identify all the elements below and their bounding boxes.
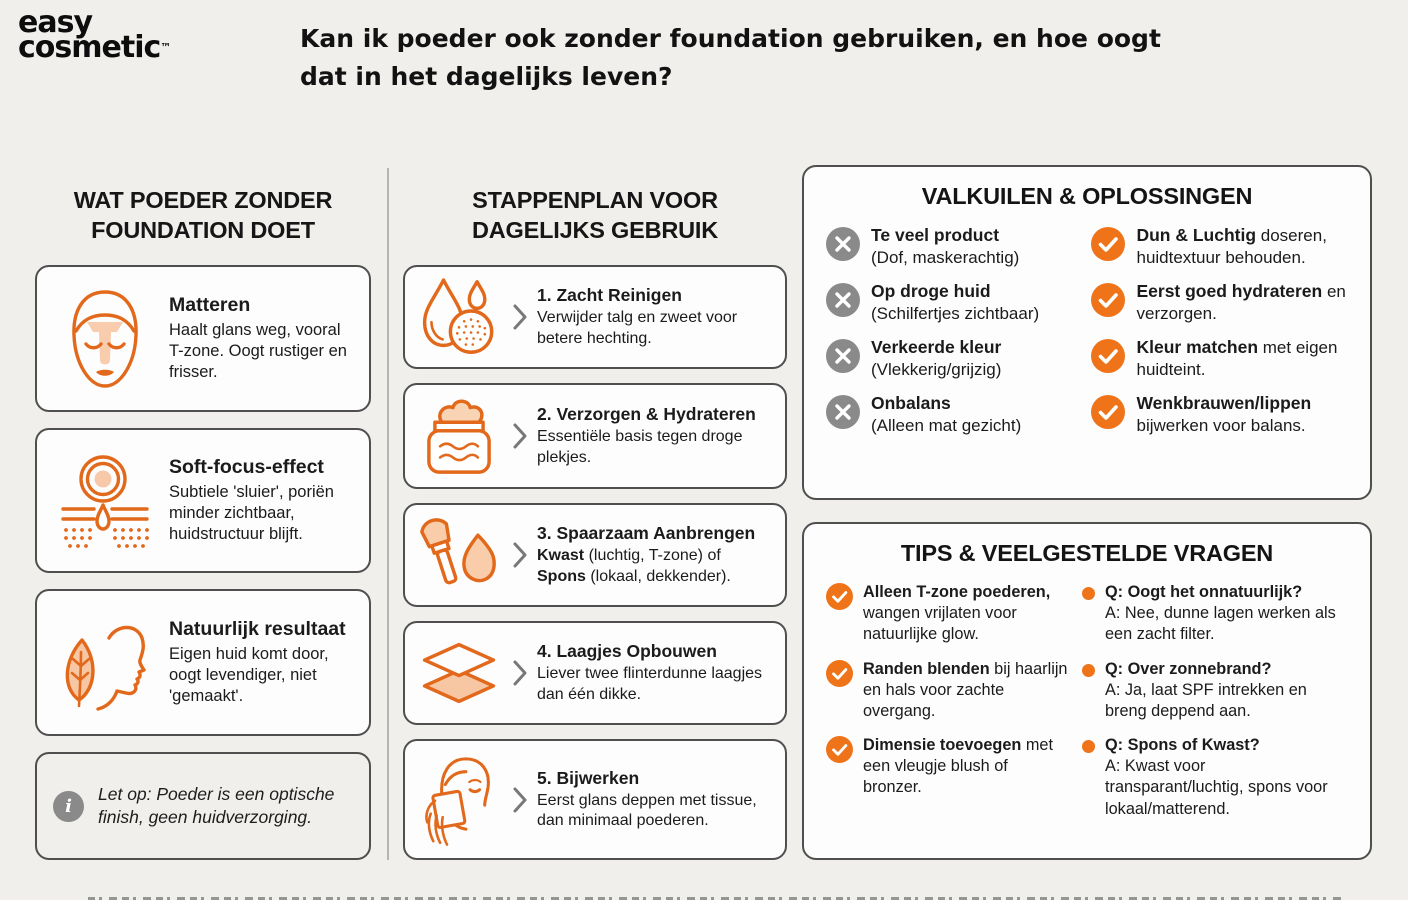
step-title: 5. Bijwerken bbox=[537, 767, 640, 788]
face-tzone-icon bbox=[49, 285, 161, 393]
chevron-right-icon bbox=[509, 542, 531, 568]
note-text: Let op: Poeder is een optische finish, geen huidverzorging. bbox=[98, 784, 335, 827]
step-body: Verwijder talg en zweet voor betere hechting. bbox=[537, 309, 738, 347]
tips-faq-heading: TIPS & VEELGESTELDE VRAGEN bbox=[900, 540, 1274, 566]
pitfalls-heading: VALKUILEN & OPLOSSINGEN bbox=[921, 183, 1253, 209]
check-icon bbox=[1091, 283, 1125, 317]
step-title: 1. Zacht Reinigen bbox=[537, 285, 682, 306]
benefit-title: Matteren bbox=[169, 294, 251, 317]
x-icon bbox=[826, 395, 860, 429]
problem-item: Verkeerde kleur (Vlekkerig/grijzig) bbox=[826, 337, 1077, 380]
solution-item: Eerst goed hydrateren en verzorgen. bbox=[1091, 281, 1348, 324]
brush-sponge-icon bbox=[415, 514, 503, 596]
step-body: Kwast (luchtig, T-zone) of Spons (lokaal, dekkender). bbox=[537, 547, 731, 585]
tips-faq-box bbox=[802, 522, 1372, 860]
benefit-card bbox=[35, 428, 371, 573]
benefits-column bbox=[35, 165, 371, 860]
chevron-right-icon bbox=[509, 660, 531, 686]
water-drops-puff-icon bbox=[415, 276, 503, 358]
note-card bbox=[35, 752, 371, 860]
steps-heading: STAPPENPLAN VOOR DAGELIJKS GEBRUIK bbox=[472, 186, 718, 243]
solution-item: Dun & Luchtig doseren, huidtextuur behouden. bbox=[1091, 225, 1348, 268]
step-body: Essentiële basis tegen droge plekjes. bbox=[537, 428, 743, 466]
step-title: 2. Verzorgen & Hydrateren bbox=[537, 404, 756, 425]
stacked-layers-icon bbox=[415, 636, 503, 710]
check-icon bbox=[1091, 395, 1125, 429]
benefit-card bbox=[35, 589, 371, 736]
tip-item: Alleen T-zone poederen, wangen vrijlaten voor natuurlijke glow. bbox=[826, 582, 1068, 646]
check-icon bbox=[826, 660, 853, 687]
cream-jar-icon bbox=[415, 394, 503, 478]
tip-item: Dimensie toevoegen met een vleugje blush of bronzer. bbox=[826, 735, 1068, 820]
benefit-body: Subtiele 'sluier', poriën minder zichtbaar, huidstructuur blijft. bbox=[169, 483, 334, 543]
blotting-face-icon bbox=[415, 752, 503, 848]
chevron-right-icon bbox=[509, 304, 531, 330]
step-body: Eerst glans deppen met tissue, dan minimaal poederen. bbox=[537, 791, 757, 829]
step-card bbox=[403, 621, 787, 725]
column-divider bbox=[387, 168, 389, 860]
faq-item: Q: Over zonnebrand? A: Ja, laat SPF intrekken en breng deppend aan. bbox=[1082, 659, 1348, 723]
step-card bbox=[403, 739, 787, 860]
soft-focus-magnifier-icon bbox=[49, 451, 161, 551]
page-title: Kan ik poeder ook zonder foundation gebruiken, en hoe oogt dat in het dagelijks leven? bbox=[300, 24, 1161, 91]
tip-item: Randen blenden bij haarlijn en hals voor zachte overgang. bbox=[826, 659, 1068, 723]
step-card bbox=[403, 503, 787, 607]
logo-line1: easy bbox=[18, 5, 93, 40]
info-icon: i bbox=[53, 791, 84, 822]
logo-trademark: ™ bbox=[160, 41, 172, 55]
step-title: 4. Laagjes Opbouwen bbox=[537, 641, 717, 662]
problem-item: Op droge huid (Schilfertjes zichtbaar) bbox=[826, 281, 1077, 324]
check-icon bbox=[826, 583, 853, 610]
steps-column bbox=[403, 165, 787, 874]
benefit-body: Haalt glans weg, vooral T-zone. Oogt rustiger en frisser. bbox=[169, 321, 347, 381]
benefit-body: Eigen huid komt door, oogt levendiger, niet 'gemaakt'. bbox=[169, 645, 329, 705]
x-icon bbox=[826, 283, 860, 317]
bullet-dot-icon bbox=[1082, 664, 1095, 677]
x-icon bbox=[826, 227, 860, 261]
problem-item: Te veel product (Dof, maskerachtig) bbox=[826, 225, 1077, 268]
faq-item: Q: Spons of Kwast? A: Kwast voor transparant/luchtig, spons voor lokaal/matterend. bbox=[1082, 735, 1348, 820]
benefits-heading: WAT POEDER ZONDER FOUNDATION DOET bbox=[73, 186, 333, 243]
leaf-face-profile-icon bbox=[49, 612, 161, 714]
check-icon bbox=[1091, 339, 1125, 373]
faq-item: Q: Oogt het onnatuurlijk? A: Nee, dunne lagen werken als een zacht filter. bbox=[1082, 582, 1348, 646]
solution-item: Wenkbrauwen/lippen bijwerken voor balans. bbox=[1091, 393, 1348, 436]
x-icon bbox=[826, 339, 860, 373]
chevron-right-icon bbox=[509, 787, 531, 813]
bullet-dot-icon bbox=[1082, 587, 1095, 600]
problem-item: Onbalans (Alleen mat gezicht) bbox=[826, 393, 1077, 436]
check-icon bbox=[1091, 227, 1125, 261]
chevron-right-icon bbox=[509, 423, 531, 449]
logo-line2: cosmetic bbox=[18, 30, 161, 66]
benefit-title: Soft-focus-effect bbox=[169, 456, 324, 479]
solution-item: Kleur matchen met eigen huidteint. bbox=[1091, 337, 1348, 380]
check-icon bbox=[826, 736, 853, 763]
step-card bbox=[403, 265, 787, 369]
step-title: 3. Spaarzaam Aanbrengen bbox=[537, 523, 756, 544]
step-body: Liever twee flinterdunne laagjes dan één dikke. bbox=[537, 665, 763, 703]
step-card bbox=[403, 383, 787, 489]
pitfalls-box bbox=[802, 165, 1372, 500]
benefit-card bbox=[35, 265, 371, 412]
benefit-title: Natuurlijk resultaat bbox=[169, 618, 346, 641]
bullet-dot-icon bbox=[1082, 740, 1095, 753]
easycosmetic-logo bbox=[18, 5, 172, 66]
